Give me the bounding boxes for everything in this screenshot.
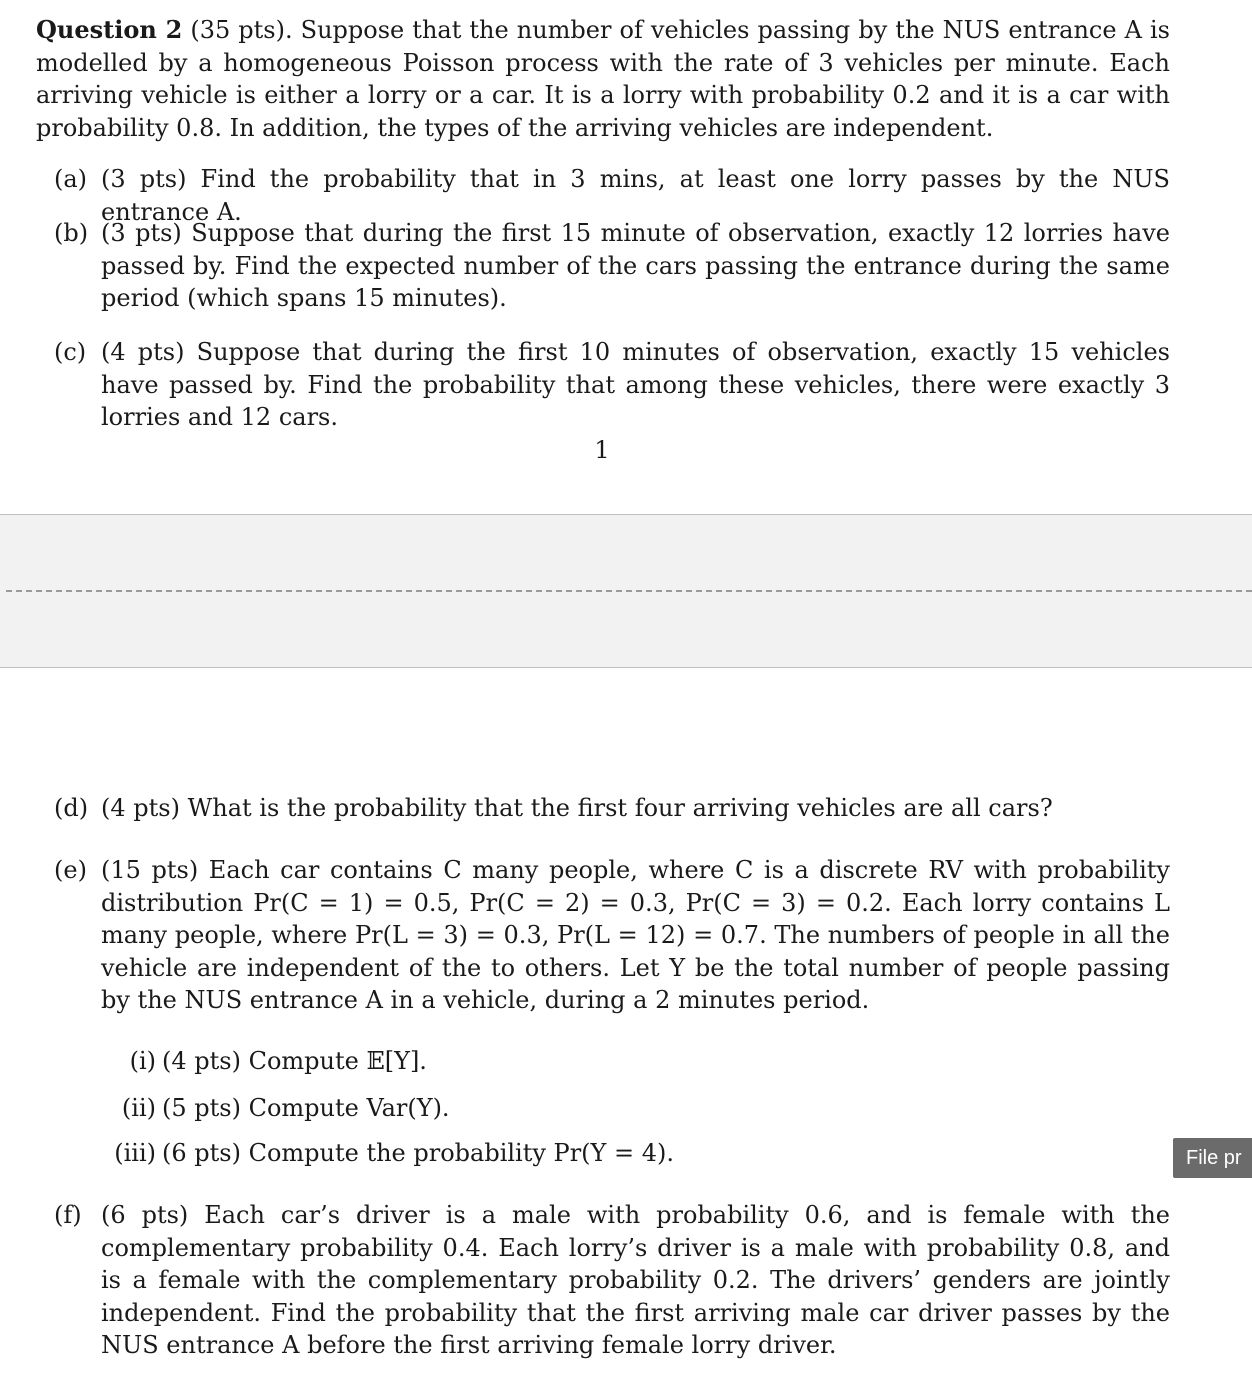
- subpart-label: (i): [129, 1047, 156, 1075]
- subpart-label: (ii): [121, 1094, 156, 1122]
- page-break-line: [6, 590, 1252, 592]
- page-2: [0, 668, 1252, 1374]
- part-text: (3 pts) Suppose that during the first 15 minute of observation, exactly 12 lorries have passed by. Find the expected number of the cars passing the entrance during the same period (which spans 15 minutes).: [101, 219, 1170, 313]
- part-c: [54, 336, 1170, 434]
- page-1: [0, 0, 1252, 514]
- subpart-text: (4 pts) Compute 𝔼[Y].: [162, 1047, 427, 1075]
- subpart-e-iii: [104, 1137, 1170, 1170]
- subpart-label: (iii): [114, 1139, 156, 1167]
- part-text: (15 pts) Each car contains C many people, where C is a discrete RV with probability distribution Pr(C = 1) = 0.5, Pr(C = 2) = 0.3, Pr(C = 3) = 0.2. Each lorry contains L many people, where Pr(L = 3) = 0.3, Pr(L = 12) = 0.7. The numbers of people in all the vehicle are independent of the to others. Let Y be the total number of people passing by the NUS entrance A in a vehicle, during a 2 minutes period.: [101, 856, 1170, 1015]
- page-number: 1: [594, 436, 610, 464]
- part-label: (d): [54, 794, 89, 822]
- part-text: (6 pts) Each car’s driver is a male with probability 0.6, and is female with the complementary probability 0.4. Each lorry’s driver is a male with probability 0.8, and is a female with the complementary probability 0.2. The drivers’ genders are jointly independent. Find the probability that the first arriving male car driver passes by the NUS entrance A before the first arriving female lorry driver.: [101, 1201, 1170, 1360]
- part-b: [54, 217, 1170, 315]
- subpart-e-i: [104, 1045, 1170, 1078]
- part-d: [54, 792, 1170, 825]
- question-heading: Question 2: [36, 15, 183, 44]
- part-e: [54, 854, 1170, 1017]
- page-break-gap: [0, 514, 1252, 668]
- part-f: [54, 1199, 1170, 1362]
- part-text: (4 pts) Suppose that during the first 10 minutes of observation, exactly 15 vehicles have passed by. Find the probability that among these vehicles, there were exactly 3 lorries and 12 cars.: [101, 338, 1170, 432]
- part-label: (c): [54, 338, 87, 366]
- question-intro-text: (35 pts). Suppose that the number of vehicles passing by the NUS entrance A is modelled by a homogeneous Poisson process with the rate of 3 vehicles per minute. Each arriving vehicle is either a lorry or a car. It is a lorry with probability 0.2 and it is a car with probability 0.8. In addition, the types of the arriving vehicles are independent.: [36, 16, 1170, 142]
- part-label: (e): [54, 856, 87, 884]
- part-text: (4 pts) What is the probability that the first four arriving vehicles are all cars?: [101, 794, 1053, 822]
- part-label: (f): [54, 1201, 82, 1229]
- part-label: (a): [54, 165, 88, 193]
- file-preview-button[interactable]: File pr: [1173, 1138, 1252, 1178]
- subpart-text: (6 pts) Compute the probability Pr(Y = 4).: [162, 1139, 675, 1167]
- part-text: (3 pts) Find the probability that in 3 mins, at least one lorry passes by the NUS entrance A.: [101, 165, 1170, 226]
- subpart-e-ii: [104, 1092, 1170, 1125]
- question-intro: [36, 14, 1170, 144]
- part-label: (b): [54, 219, 89, 247]
- subpart-text: (5 pts) Compute Var(Y).: [162, 1094, 450, 1122]
